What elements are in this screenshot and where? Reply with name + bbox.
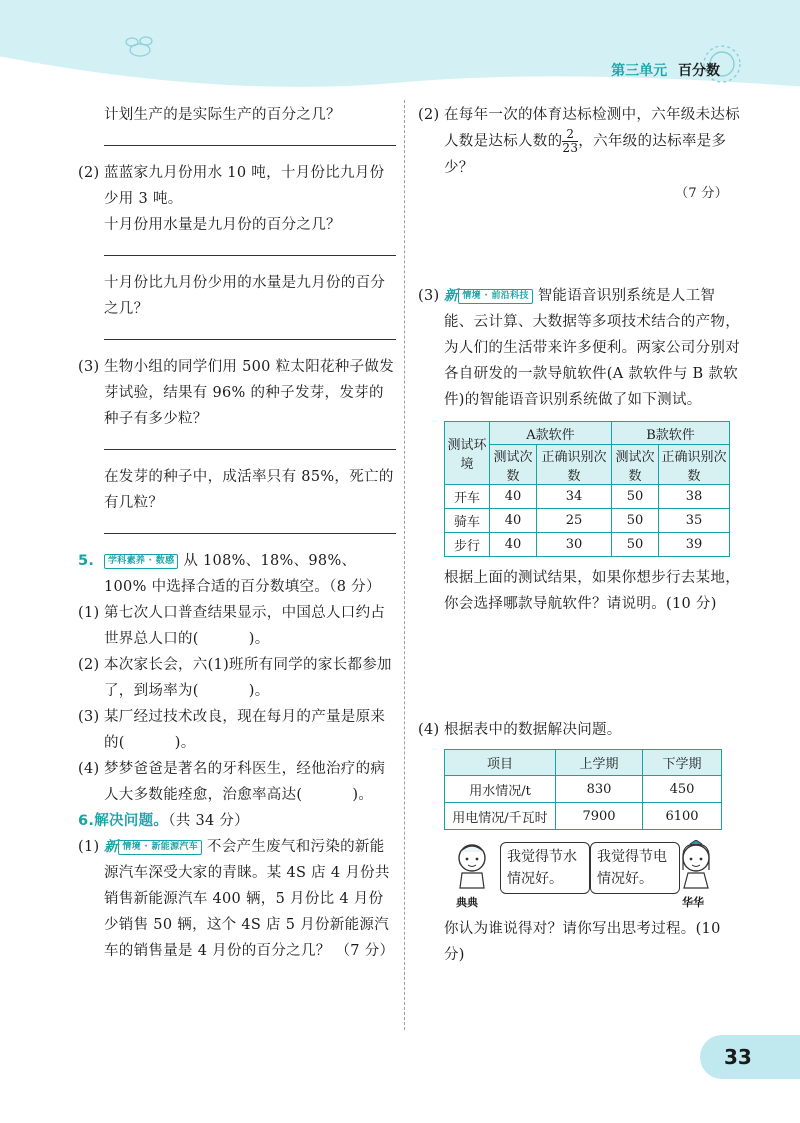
answer-line	[104, 532, 396, 534]
context-tag: 情境 · 前沿科技	[458, 289, 532, 304]
item-text-end: )。	[352, 787, 374, 803]
table-cell: 50	[612, 485, 659, 509]
table-row	[445, 533, 730, 557]
table-cell: 7900	[556, 803, 643, 830]
skill-tag: 学科素养 · 数感	[104, 554, 178, 569]
right-column	[418, 102, 744, 968]
fraction-denominator: 23	[562, 141, 579, 155]
question-number: 5.	[78, 553, 95, 569]
question-3	[418, 283, 744, 413]
question-number: (4)	[418, 722, 440, 738]
fill-item	[78, 756, 396, 808]
header-banner	[0, 0, 800, 100]
table-corner: 测试环境	[445, 422, 490, 485]
table-cell: 用电情况/千瓦时	[445, 803, 556, 830]
item-text: 某厂经过技术改良，现在每月的产量是原来的(	[104, 709, 386, 751]
question-6-title	[78, 808, 396, 834]
new-badge: 新	[444, 288, 459, 304]
question-text: 从 108%、18%、98%、100% 中选择合适的百分数填空。（8 分）	[104, 553, 381, 595]
question-text: 在每年一次的体育达标检测中，六年级未达标人数是达标人数的	[444, 107, 740, 150]
dialogue-illustration	[418, 838, 744, 914]
question-number: (3)	[418, 288, 440, 304]
table-row	[445, 509, 730, 533]
table-cell: 骑车	[445, 509, 490, 533]
kid-name-left: 典典	[456, 896, 478, 909]
table-cell: 40	[490, 533, 537, 557]
question-score: （7 分）	[675, 186, 728, 201]
table-cell: 830	[556, 776, 643, 803]
question-prompt: 你认为谁说得对？请你写出思考过程。(10 分)	[444, 921, 721, 963]
table-group-header: B款软件	[612, 422, 730, 445]
answer-line	[104, 144, 396, 146]
fraction-numerator: 2	[562, 128, 578, 142]
item-text: 梦梦爸爸是著名的牙科医生，经他治疗的病人大多数能痊愈，治愈率高达(	[104, 761, 386, 803]
table-cell: 25	[537, 509, 612, 533]
table-cell: 34	[537, 485, 612, 509]
table-cell: 步行	[445, 533, 490, 557]
question-number: 6.	[78, 813, 95, 829]
table-cell: 50	[612, 509, 659, 533]
table-group-header: A款软件	[490, 422, 612, 445]
test-table	[444, 421, 730, 557]
item-number: (4)	[78, 761, 100, 777]
question-2	[418, 102, 744, 181]
usage-table	[444, 749, 722, 830]
fill-item	[78, 600, 396, 652]
boy-icon	[452, 840, 492, 890]
new-badge: 新	[104, 839, 119, 855]
question-5	[78, 548, 396, 600]
question-number: (3)	[78, 359, 100, 375]
unit-label: 第三单元	[611, 63, 668, 79]
table-header: 上学期	[556, 750, 643, 776]
answer-line	[104, 338, 396, 340]
context-tag: 情境 · 新能源汽车	[118, 840, 202, 855]
table-cell: 40	[490, 485, 537, 509]
item-text: 第七次人口普查结果显示，中国总人口约占世界总人口的(	[104, 605, 386, 647]
table-cell: 38	[659, 485, 730, 509]
table-subheader: 测试次数	[612, 445, 659, 485]
table-subheader: 正确识别次数	[537, 445, 612, 485]
answer-line	[104, 448, 396, 450]
item-number: (2)	[78, 657, 100, 673]
section-title: 解决问题。	[94, 813, 169, 829]
table-cell: 6100	[643, 803, 722, 830]
sub-question: 十月份比九月份少用的水量是九月份的百分之几？	[104, 275, 386, 317]
question-number: (1)	[78, 839, 100, 855]
question-text-end: ，六年级的达标率是多少？	[444, 133, 727, 176]
topic-label: 百分数	[678, 63, 720, 79]
table-cell: 450	[643, 776, 722, 803]
answer-space	[418, 617, 744, 717]
question-text: 不会产生废气和污染的新能源汽车深受大家的青睐。某 4S 店 4 月份共销售新能源汽车 400 辆，5 月份比 4 月份少销售 50 辆，这个 4S 店 5 月份新能源汽车的销售量是 4 月份的百分之几？	[104, 839, 390, 959]
answer-line	[104, 254, 396, 256]
table-cell: 30	[537, 533, 612, 557]
table-cell: 用水情况/t	[445, 776, 556, 803]
question-prompt: 根据上面的测试结果，如果你想步行去某地，你会选择哪款导航软件？请说明。(10 分)	[444, 570, 740, 612]
question-2	[78, 160, 396, 212]
unit-title	[611, 60, 720, 80]
question-number: (2)	[418, 107, 440, 123]
table-cell: 39	[659, 533, 730, 557]
item-text-end: )。	[174, 735, 196, 751]
question-continuation: 计划生产的是实际生产的百分之几？	[104, 107, 341, 123]
item-text: 本次家长会，六(1)班所有同学的家长都参加了，到场率为(	[104, 657, 392, 699]
question-score: （7 分）	[335, 943, 395, 959]
kid-name-right: 华华	[682, 896, 704, 909]
section-score: （共 34 分）	[168, 813, 250, 829]
table-row	[445, 776, 722, 803]
fill-item	[78, 704, 396, 756]
speech-bubble-left: 我觉得节水情况好。	[500, 842, 590, 894]
table-row	[445, 485, 730, 509]
question-text: 生物小组的同学们用 500 粒太阳花种子做发芽试验，结果有 96% 的种子发芽，发芽的种子有多少粒？	[104, 359, 394, 427]
fill-item	[78, 652, 396, 704]
table-subheader: 测试次数	[490, 445, 537, 485]
question-text: 蓝蓝家九月份用水 10 吨，十月份比九月份少用 3 吨。	[104, 165, 385, 207]
left-column	[78, 102, 396, 964]
answer-space	[418, 207, 744, 283]
item-number: (1)	[78, 605, 100, 621]
question-6-1	[78, 834, 396, 964]
column-divider	[404, 100, 405, 1030]
question-number: (2)	[78, 165, 100, 181]
table-cell: 开车	[445, 485, 490, 509]
fraction	[562, 128, 578, 155]
question-3	[78, 354, 396, 432]
question-text: 智能语音识别系统是人工智能、云计算、大数据等多项技术结合的产物，为人们的生活带来许多便利。两家公司分别对各自研发的一款导航软件(A 款软件与 B 款软件)的智能语音识别系统做了如下测试。	[444, 288, 740, 408]
table-row	[445, 803, 722, 830]
question-4	[418, 717, 744, 743]
item-number: (3)	[78, 709, 100, 725]
table-cell: 35	[659, 509, 730, 533]
table-header: 下学期	[643, 750, 722, 776]
girl-icon	[676, 840, 716, 890]
sub-question: 十月份用水量是九月份的百分之几？	[104, 217, 341, 233]
sub-question: 在发芽的种子中，成活率只有 85%，死亡的有几粒？	[104, 469, 394, 511]
table-header: 项目	[445, 750, 556, 776]
item-text-end: )。	[248, 631, 270, 647]
speech-bubble-right: 我觉得节电情况好。	[590, 842, 680, 894]
page-number: 33	[700, 1035, 800, 1079]
question-text: 根据表中的数据解决问题。	[444, 722, 622, 738]
table-cell: 50	[612, 533, 659, 557]
table-subheader: 正确识别次数	[659, 445, 730, 485]
table-cell: 40	[490, 509, 537, 533]
item-text-end: )。	[248, 683, 270, 699]
